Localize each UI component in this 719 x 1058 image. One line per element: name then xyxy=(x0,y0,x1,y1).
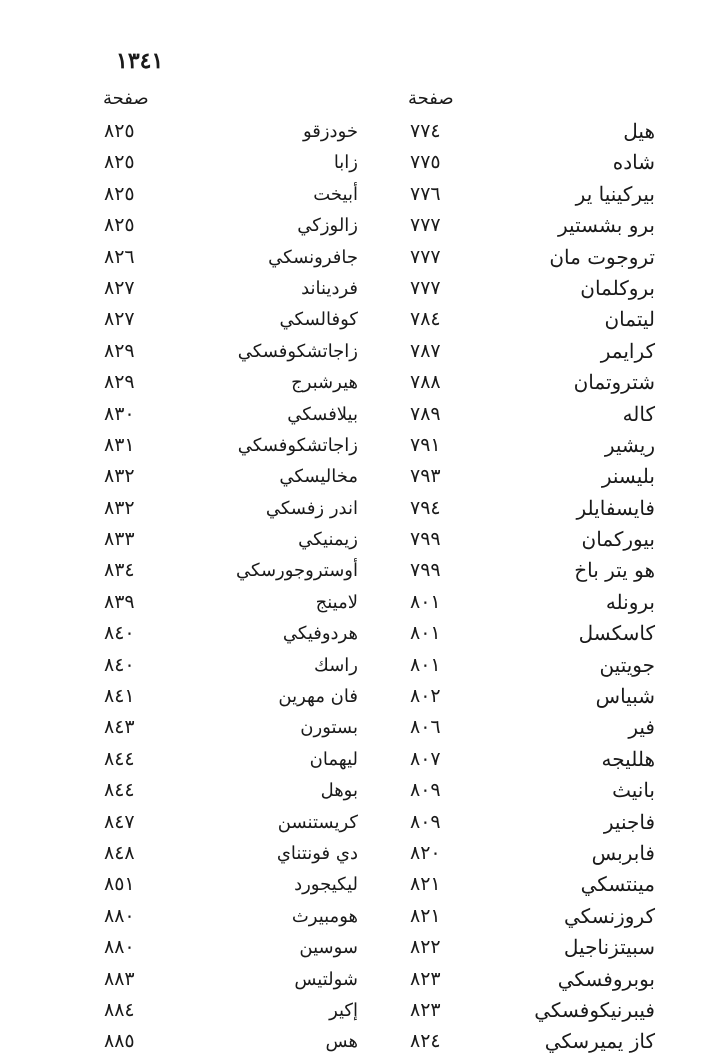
page-ref-right: ٧٩٩ xyxy=(410,559,441,582)
author-name-right: شتروتمان xyxy=(573,370,655,395)
page-ref-right: ٨٢١ xyxy=(410,904,441,927)
list-item xyxy=(0,995,719,1026)
page-ref-right: ٨٢١ xyxy=(410,873,441,896)
page-ref-right: ٧٩٩ xyxy=(410,528,441,551)
author-name-right: فاجنير xyxy=(603,809,655,834)
page-ref-left: ٨٥١ xyxy=(104,873,135,896)
author-name-right: كاز يميرسكي xyxy=(544,1029,655,1054)
list-item xyxy=(0,587,719,618)
page-ref-left: ٨٤٤ xyxy=(104,779,135,802)
list-item xyxy=(0,838,719,869)
author-name-right: برو بشستير xyxy=(558,213,655,238)
page-ref-right: ٧٧٥ xyxy=(410,151,441,174)
author-name-left: سوسين xyxy=(299,937,358,959)
list-item xyxy=(0,179,719,210)
page-ref-left: ٨٢٩ xyxy=(104,339,135,362)
page-ref-left: ٨٤١ xyxy=(104,685,135,708)
author-name-right: كاله xyxy=(622,401,655,426)
list-item xyxy=(0,775,719,806)
page-ref-left: ٨٨٤ xyxy=(104,998,135,1021)
author-name-left: زاجاتشكوفسكي xyxy=(237,434,358,456)
author-name-left: أبيخت xyxy=(313,183,358,205)
page-ref-left: ٨٣٢ xyxy=(104,465,135,488)
list-item xyxy=(0,650,719,681)
author-name-right: مينتسكي xyxy=(580,872,655,897)
page-ref-left: ٨٨٠ xyxy=(104,936,135,959)
author-name-right: هلليجه xyxy=(601,746,655,771)
author-name-left: بستورن xyxy=(300,717,358,739)
list-item xyxy=(0,493,719,524)
author-name-right: بانيث xyxy=(612,778,655,803)
page-ref-left: ٨٣١ xyxy=(104,433,135,456)
author-name-right: بوبروفسكي xyxy=(557,966,655,991)
author-name-left: اندر زفسكي xyxy=(265,497,358,519)
page-ref-right: ٧٧٦ xyxy=(410,182,441,205)
author-name-right: جويتين xyxy=(599,652,655,677)
page-ref-left: ٨٤٠ xyxy=(104,653,135,676)
list-item xyxy=(0,304,719,335)
list-item xyxy=(0,555,719,586)
page-ref-right: ٨٢٣ xyxy=(410,967,441,990)
author-name-right: ريشير xyxy=(604,432,655,457)
author-name-left: جافرونسكي xyxy=(268,246,358,268)
page-ref-right: ٧٩٣ xyxy=(410,465,441,488)
author-name-left: زاجاتشكوفسكي xyxy=(237,340,358,362)
author-name-left: بيلافسكي xyxy=(287,403,358,425)
author-name-left: هيرشبرج xyxy=(291,372,358,394)
page-ref-right: ٨٠١ xyxy=(410,622,441,645)
author-name-left: هس xyxy=(325,1031,358,1053)
page-ref-left: ٨٢٥ xyxy=(104,151,135,174)
author-name-left: فان مهرين xyxy=(278,686,358,708)
page-ref-left: ٨٢٥ xyxy=(104,120,135,142)
author-name-left: ليهمان xyxy=(309,748,358,770)
page-ref-right: ٧٧٤ xyxy=(410,120,441,142)
index-list xyxy=(0,116,719,1058)
author-name-right: برونله xyxy=(605,589,655,614)
page-ref-right: ٧٩١ xyxy=(410,433,441,456)
author-name-right: فيبرنيكوفسكي xyxy=(534,997,655,1022)
list-item xyxy=(0,964,719,995)
page-ref-right: ٨٢٤ xyxy=(410,1030,441,1053)
author-name-right: تروجوت مان xyxy=(549,244,655,269)
author-name-right: شاده xyxy=(612,150,655,175)
page-ref-right: ٨٠١ xyxy=(410,653,441,676)
page-ref-left: ٨٢٩ xyxy=(104,371,135,394)
page-ref-right: ٧٨٤ xyxy=(410,308,441,331)
list-item xyxy=(0,461,719,492)
list-item xyxy=(0,210,719,241)
page-ref-right: ٨٢٠ xyxy=(410,841,441,864)
left-column-header: صفحة xyxy=(103,88,149,109)
page-ref-left: ٨٨٥ xyxy=(104,1030,135,1053)
list-item xyxy=(0,273,719,304)
author-name-left: كريستنسن xyxy=(277,811,358,833)
list-item xyxy=(0,901,719,932)
page-ref-left: ٨٨٣ xyxy=(104,967,135,990)
list-item xyxy=(0,242,719,273)
page-ref-right: ٨٠٢ xyxy=(410,685,441,708)
list-item xyxy=(0,147,719,178)
page-ref-left: ٨٣٢ xyxy=(104,496,135,519)
page-ref-left: ٨٨٠ xyxy=(104,904,135,927)
page-ref-right: ٧٧٧ xyxy=(410,214,441,237)
author-name-left: زالوزكي xyxy=(297,215,358,237)
page-ref-right: ٨٠٩ xyxy=(410,810,441,833)
list-item xyxy=(0,712,719,743)
author-name-right: فابربس xyxy=(591,840,655,865)
page-ref-right: ٧٧٧ xyxy=(410,276,441,299)
author-name-right: بيوركمان xyxy=(581,527,655,552)
page-ref-left: ٨٣٣ xyxy=(104,528,135,551)
list-item xyxy=(0,116,719,147)
author-name-right: هو يتر باخ xyxy=(574,558,655,583)
page-ref-left: ٨٤٠ xyxy=(104,622,135,645)
author-name-left: زابا xyxy=(333,152,358,174)
list-item xyxy=(0,807,719,838)
list-item xyxy=(0,399,719,430)
author-name-right: كاسكسل xyxy=(578,621,655,646)
author-name-right: فايسفايلر xyxy=(576,495,655,520)
author-name-left: لامينج xyxy=(315,591,358,613)
author-name-right: سبيتزناجيل xyxy=(563,935,655,960)
page-ref-right: ٧٨٨ xyxy=(410,371,441,394)
author-name-left: فرديناند xyxy=(301,277,358,299)
page-ref-left: ٨٤٨ xyxy=(104,841,135,864)
page-ref-left: ٨٤٣ xyxy=(104,716,135,739)
page-ref-right: ٧٨٧ xyxy=(410,339,441,362)
page-ref-right: ٨٢٢ xyxy=(410,936,441,959)
page-ref-left: ٨٤٤ xyxy=(104,747,135,770)
list-item xyxy=(0,336,719,367)
list-item xyxy=(0,1026,719,1057)
author-name-right: بليسنر xyxy=(601,464,655,489)
list-item xyxy=(0,524,719,555)
author-name-right: بيركينيا ير xyxy=(575,181,655,206)
page-ref-left: ٨٣٠ xyxy=(104,402,135,425)
page-ref-right: ٨٠١ xyxy=(410,590,441,613)
author-name-left: ليكيجورد xyxy=(294,874,358,896)
page-ref-left: ٨٣٩ xyxy=(104,590,135,613)
author-name-left: بوهل xyxy=(320,780,358,802)
author-name-left: خودزقو xyxy=(302,121,358,142)
author-name-left: هومبيرث xyxy=(291,905,358,927)
page-ref-right: ٨٠٩ xyxy=(410,779,441,802)
author-name-right: ليتمان xyxy=(604,307,655,332)
author-name-left: هردوفيكي xyxy=(282,623,358,645)
author-name-left: راسك xyxy=(314,654,358,676)
author-name-left: أوستروجورسكي xyxy=(236,560,358,582)
author-name-left: إكير xyxy=(329,999,358,1021)
author-name-right: هيل xyxy=(623,119,655,143)
author-name-right: بروكلمان xyxy=(580,275,655,300)
author-name-left: كوفالسكي xyxy=(279,309,358,331)
page-ref-left: ٨٣٤ xyxy=(104,559,135,582)
page-ref-left: ٨٢٥ xyxy=(104,182,135,205)
page-ref-right: ٧٧٧ xyxy=(410,245,441,268)
author-name-right: كروزنسكي xyxy=(564,903,655,928)
author-name-right: شبياس xyxy=(595,684,655,709)
author-name-right: فير xyxy=(628,715,655,740)
list-item xyxy=(0,681,719,712)
author-name-right: كرايمر xyxy=(600,338,655,363)
right-column-header: صفحة xyxy=(408,88,454,109)
page-ref-left: ٨٢٧ xyxy=(104,276,135,299)
list-item xyxy=(0,618,719,649)
page-ref-left: ٨٤٧ xyxy=(104,810,135,833)
author-name-left: مخاليسكي xyxy=(279,466,358,488)
page-ref-right: ٨٠٦ xyxy=(410,716,441,739)
page-ref-left: ٨٢٦ xyxy=(104,245,135,268)
author-name-left: دي فونتناي xyxy=(276,842,358,864)
page-number: ١٣٤١ xyxy=(116,48,164,74)
list-item xyxy=(0,744,719,775)
page-ref-left: ٨٢٥ xyxy=(104,214,135,237)
page-ref-right: ٧٩٤ xyxy=(410,496,441,519)
list-item xyxy=(0,869,719,900)
page-ref-right: ٨٠٧ xyxy=(410,747,441,770)
page-ref-right: ٨٢٣ xyxy=(410,998,441,1021)
list-item xyxy=(0,367,719,398)
author-name-left: شولتيس xyxy=(294,968,358,990)
list-item xyxy=(0,932,719,963)
list-item xyxy=(0,430,719,461)
page-ref-left: ٨٢٧ xyxy=(104,308,135,331)
page-ref-right: ٧٨٩ xyxy=(410,402,441,425)
author-name-left: زيمنيكي xyxy=(298,529,358,551)
